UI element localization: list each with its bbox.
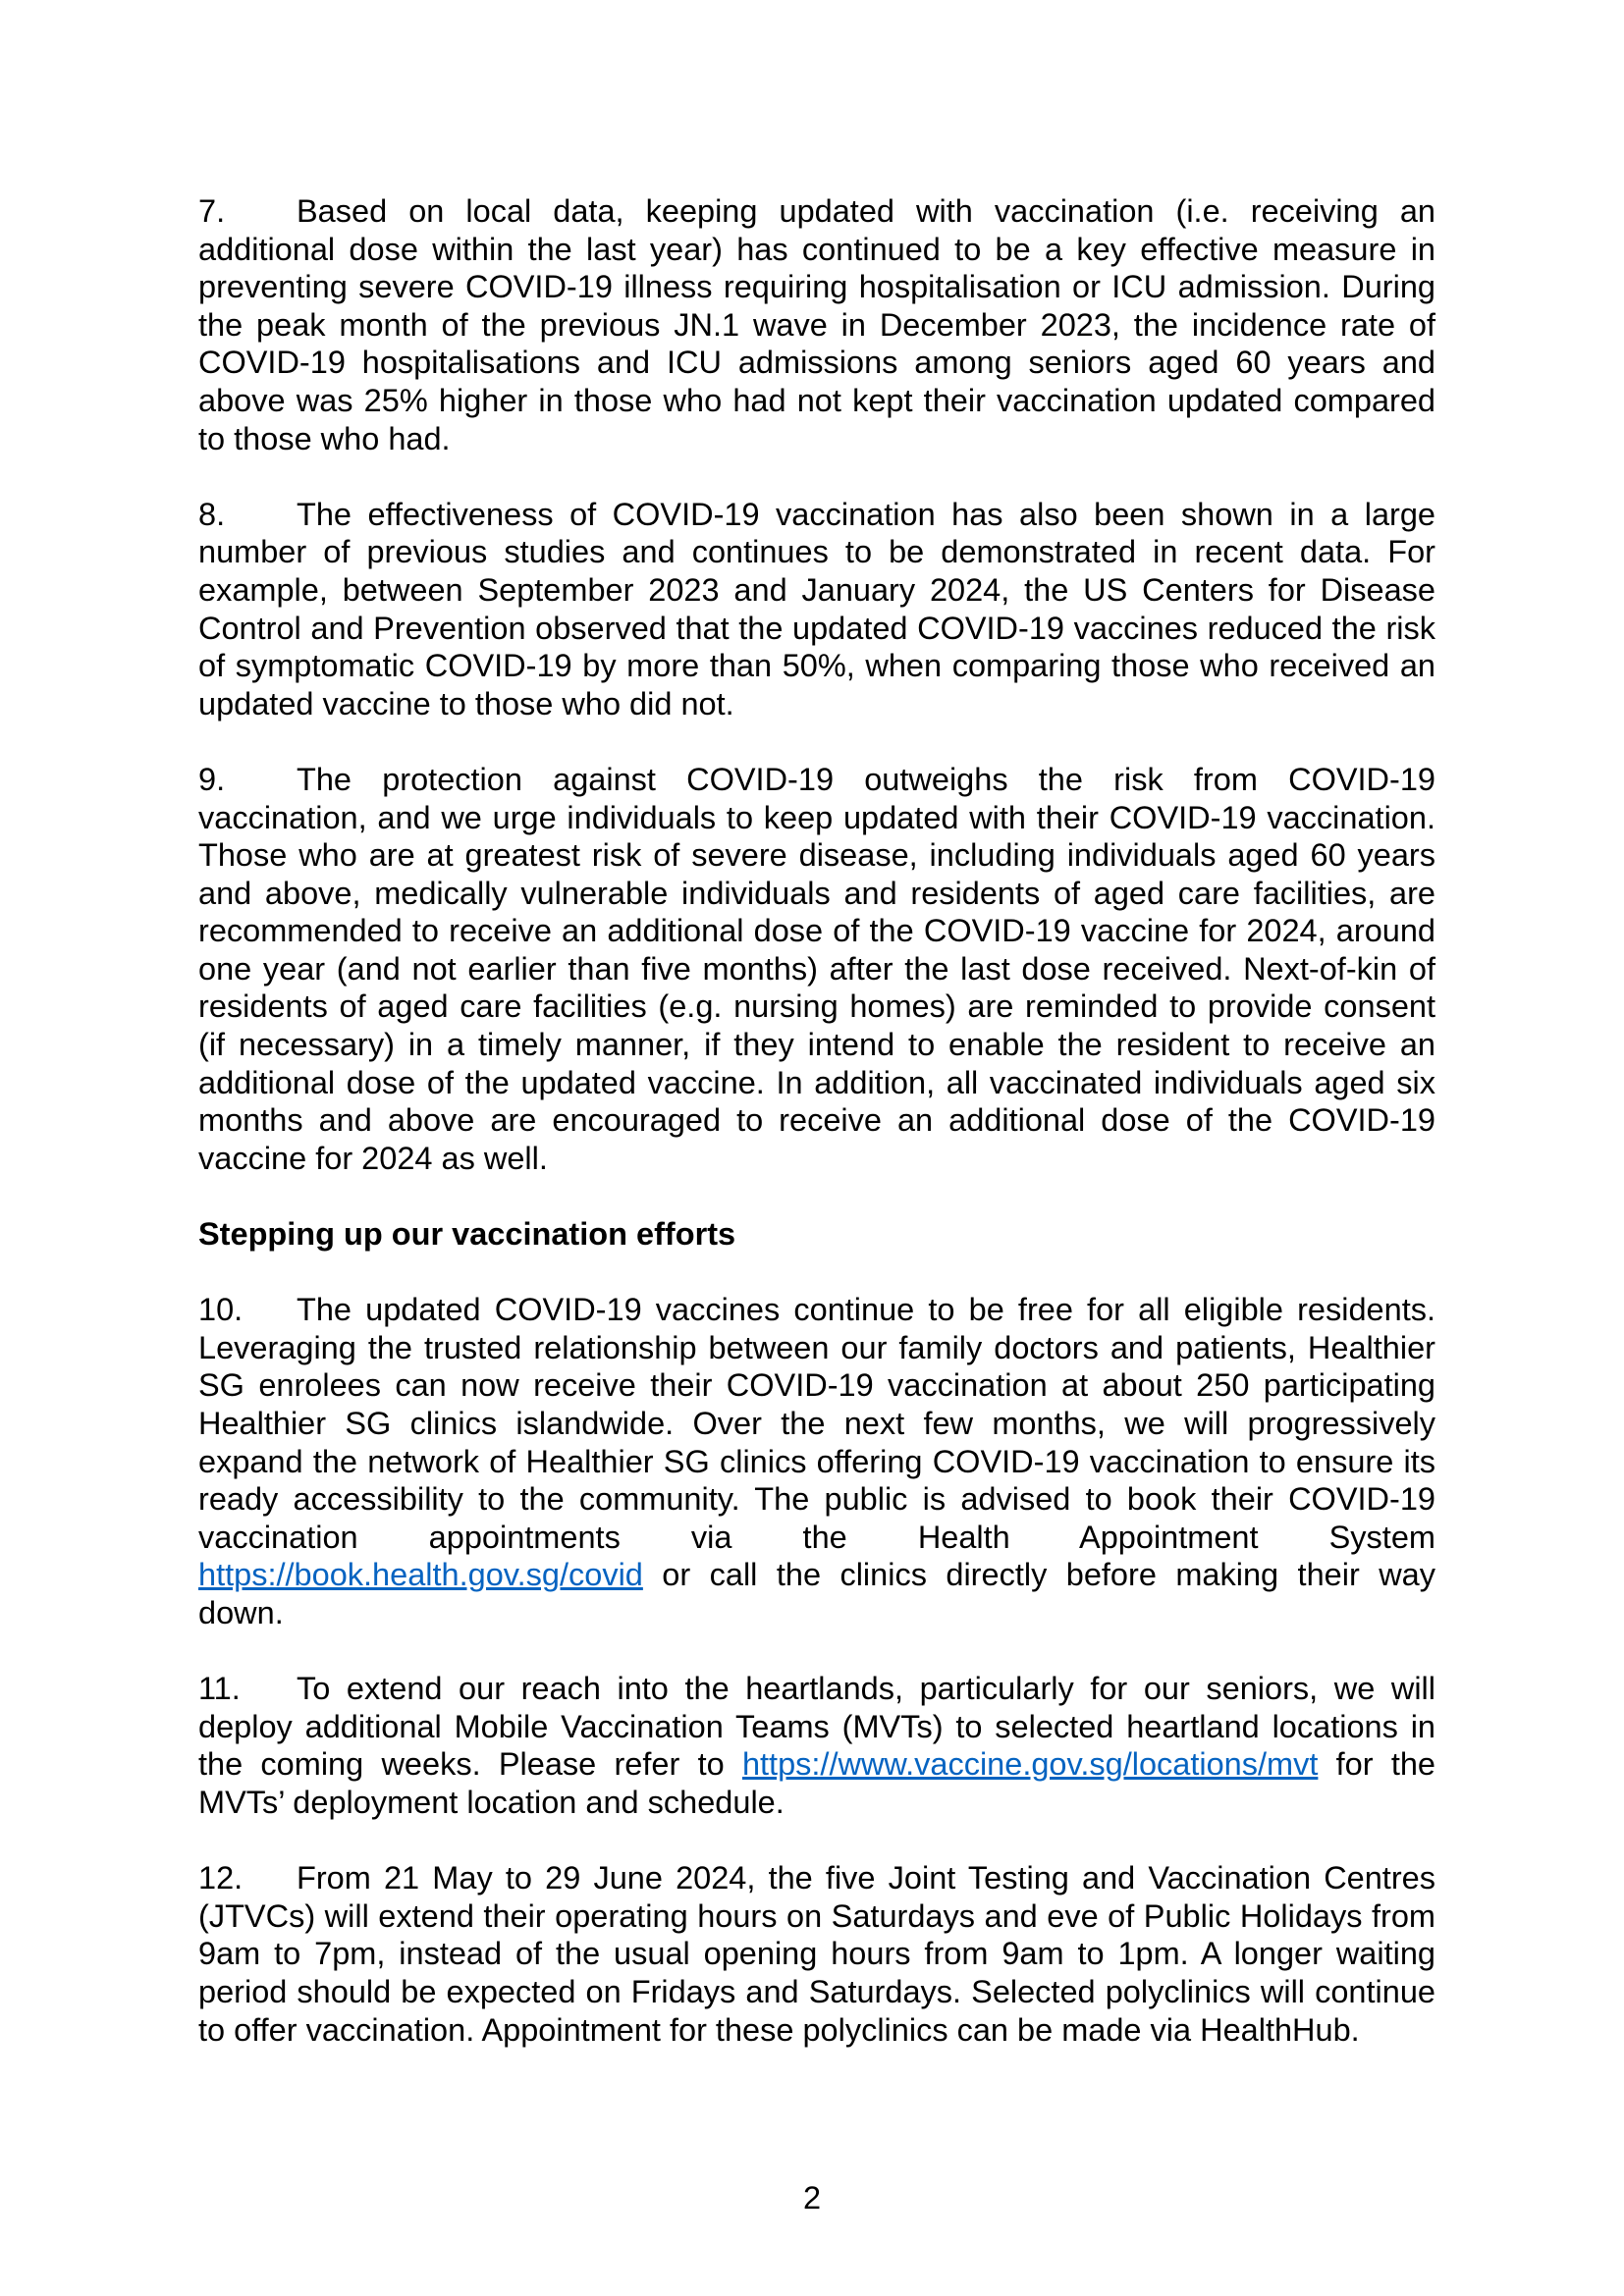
section-heading: Stepping up our vaccination efforts (198, 1216, 736, 1253)
paragraph-text: The protection against COVID-19 outweighs the risk from COVID-19 vaccination, and we urge individuals to keep updated with their COVID-19 vaccination. Those who are at greatest risk of severe disease, including individuals aged 60 years and above, medically vulnerable individuals and residents of aged care facilities, are recommended to receive an additional dose of the COVID-19 vaccine for 2024, around one year (and not earlier than five months) after the last dose received. Next-of-kin of residents of aged care facilities (e.g. nursing homes) are reminded to provide consent (if necessary) in a timely manner, if they intend to enable the resident to receive an additional dose of the updated vaccine. In addition, all vaccinated individuals aged six months and above are encouraged to receive an additional dose of the COVID-19 vaccine for 2024 as well. (198, 761, 1435, 1176)
paragraph-number: 9. (198, 761, 226, 797)
paragraph-text: To extend our reach into the heartlands, particularly for our seniors, we will deploy additional Mobile Vaccination Teams (MVTs) to selected heartland locations in the coming weeks. Please refer to (198, 1671, 1435, 1783)
paragraph-12 (198, 1859, 1435, 2049)
paragraph-11 (198, 1670, 1435, 1821)
document-page (198, 192, 1435, 2087)
paragraph-10 (198, 1291, 1435, 1631)
paragraph-text: or call the clinics directly before making their way down. (198, 1557, 1435, 1630)
paragraph-7 (198, 192, 1435, 457)
paragraph-text: Based on local data, keeping updated with vaccination (i.e. receiving an additional dose within the last year) has continued to be a key effective measure in preventing severe COVID-19 illness requiring hospitalisation or ICU admission. During the peak month of the previous JN.1 wave in December 2023, the incidence rate of COVID-19 hospitalisations and ICU admissions among seniors aged 60 years and above was 25% higher in those who had not kept their vaccination updated compared to those who had. (198, 193, 1435, 456)
paragraph-number: 7. (198, 193, 226, 229)
paragraph-number: 12. (198, 1860, 244, 1896)
paragraph-text: The updated COVID-19 vaccines continue to be free for all eligible residents. Leveraging the trusted relationship between our family doctors and patients, Healthier SG enrolees can now receive their COVID-19 vaccination at about 250 participating Healthier SG clinics islandwide. Over the next few months, we will progressively expand the network of Healthier SG clinics offering COVID-19 vaccination to ensure its ready accessibility to the community. The public is advised to book their COVID-19 vaccination appointments via the Health Appointment System (198, 1292, 1435, 1555)
paragraph-text: The effectiveness of COVID-19 vaccination has also been shown in a large number of previous studies and continues to be demonstrated in recent data. For example, between September 2023 and January 2024, the US Centers for Disease Control and Prevention observed that the updated COVID-19 vaccines reduced the risk of symptomatic COVID-19 by more than 50%, when comparing those who received an updated vaccine to those who did not. (198, 496, 1435, 721)
paragraph-8 (198, 496, 1435, 723)
paragraph-number: 11. (198, 1671, 241, 1707)
paragraph-number: 8. (198, 496, 226, 532)
mvt-locations-link[interactable]: https://www.vaccine.gov.sg/locations/mvt (741, 1746, 1319, 1783)
paragraph-text: for the MVTs’ deployment location and schedule. (198, 1746, 1436, 1820)
paragraph-9 (198, 761, 1435, 1178)
page-number: 2 (802, 2180, 822, 2216)
paragraph-text: From 21 May to 29 June 2024, the five Joint Testing and Vaccination Centres (JTVCs) will extend their operating hours on Saturdays and eve of Public Holidays from 9am to 7pm, instead of the usual opening hours from 9am to 1pm. A longer waiting period should be expected on Fridays and Saturdays. Selected polyclinics will continue to offer vaccination. Appointment for these polyclinics can be made via HealthHub. (198, 1860, 1435, 2048)
paragraph-number: 10. (198, 1292, 244, 1328)
health-appointment-link[interactable]: https://book.health.gov.sg/covid (198, 1557, 643, 1593)
